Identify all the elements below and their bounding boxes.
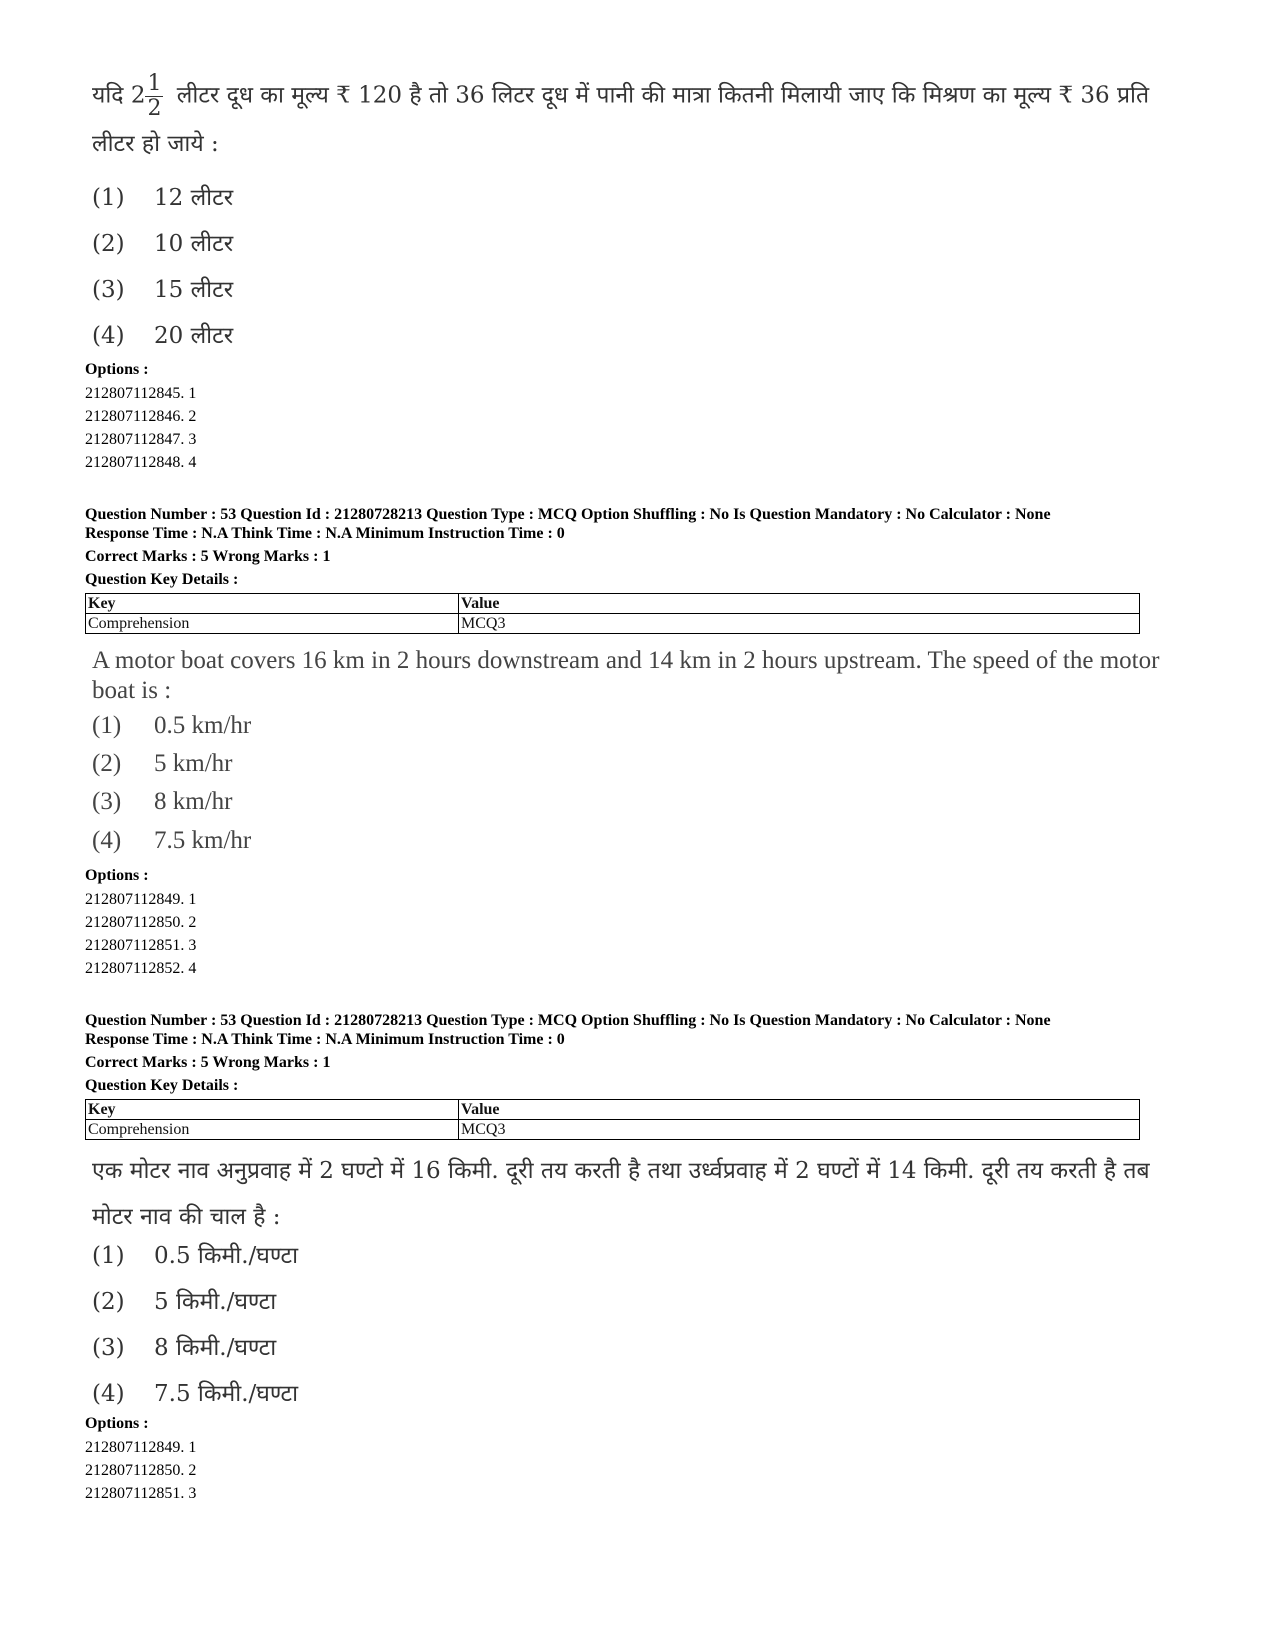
choice-1 [92, 180, 233, 212]
choice-number: (1) [92, 712, 122, 739]
choice-number: (1) [92, 1243, 125, 1269]
table-cell-value: MCQ3 [459, 1120, 1140, 1140]
option-id: 212807112849. 1 [85, 891, 197, 908]
option-id: 212807112848. 4 [85, 454, 197, 471]
marks-line: Correct Marks : 5 Wrong Marks : 1 [85, 1054, 331, 1071]
choice-1 [92, 1238, 298, 1270]
choice-text: 12 लीटर [154, 185, 234, 211]
table-cell-key: Comprehension [86, 1120, 459, 1140]
table-row [86, 614, 1140, 634]
option-id: 212807112846. 2 [85, 408, 197, 425]
choice-text: 15 लीटर [154, 277, 234, 303]
table-header-row [86, 1100, 1140, 1120]
choice-text: 8 किमी./घण्टा [154, 1335, 277, 1361]
fraction-numerator: 1 [147, 71, 162, 96]
choice-number: (2) [92, 231, 125, 257]
option-id: 212807112849. 1 [85, 1439, 197, 1456]
choice-3 [92, 1330, 276, 1362]
choice-4 [92, 318, 233, 350]
choice-text: 8 km/hr [154, 788, 233, 815]
choice-number: (3) [92, 277, 125, 303]
question-text-english-boat: A motor boat covers 16 km in 2 hours downstream and 14 km in 2 hours upstream. The speed of the motor boat is : [92, 647, 1160, 704]
choice-number: (1) [92, 185, 125, 211]
choice-text: 0.5 किमी./घण्टा [154, 1243, 299, 1269]
key-details-label: Question Key Details : [85, 1077, 239, 1094]
choice-4 [92, 827, 251, 855]
choice-text: 7.5 km/hr [154, 827, 252, 854]
fraction [145, 72, 163, 121]
choice-number: (4) [92, 827, 122, 854]
choice-3 [92, 272, 233, 304]
key-details-label: Question Key Details : [85, 571, 239, 588]
table-header-row [86, 594, 1140, 614]
choice-2 [92, 226, 233, 258]
question-prefix: यदि 2 [92, 82, 146, 109]
choice-1 [92, 712, 251, 740]
options-label: Options : [85, 1415, 149, 1432]
fraction-denominator: 2 [147, 96, 162, 121]
table-cell-key: Comprehension [86, 614, 459, 634]
options-label: Options : [85, 867, 149, 884]
choice-number: (3) [92, 788, 122, 815]
choice-text: 20 लीटर [154, 323, 234, 349]
table-header-key: Key [86, 1100, 459, 1120]
table-row [86, 1120, 1140, 1140]
choice-text: 7.5 किमी./घण्टा [154, 1381, 299, 1407]
question-suffix: लीटर दूध का मूल्य ₹ 120 है तो 36 लिटर दूध में पानी की मात्रा कितनी मिलायी जाए कि मिश्रण का मूल्य ₹ 36 प्रति लीटर हो जाये : [92, 82, 1150, 157]
option-id: 212807112851. 3 [85, 1485, 197, 1502]
question-text-hindi-milk [92, 72, 1182, 167]
question-text-hindi-boat: एक मोटर नाव अनुप्रवाह में 2 घण्टो में 16 किमी. दूरी तय करती है तथा उर्ध्वप्रवाह में 2 घण्टों में 14 किमी. दूरी तय करती है तब मोटर नाव की चाल है : [92, 1158, 1150, 1230]
option-id: 212807112851. 3 [85, 937, 197, 954]
option-id: 212807112852. 4 [85, 960, 197, 977]
key-details-table [85, 1099, 1140, 1140]
choice-2 [92, 1284, 276, 1316]
table-cell-value: MCQ3 [459, 614, 1140, 634]
choice-text: 5 किमी./घण्टा [154, 1289, 277, 1315]
table-header-key: Key [86, 594, 459, 614]
choice-3 [92, 788, 232, 816]
choice-2 [92, 750, 232, 778]
option-id: 212807112850. 2 [85, 914, 197, 931]
marks-line: Correct Marks : 5 Wrong Marks : 1 [85, 548, 331, 565]
question-meta-line1: Question Number : 53 Question Id : 21280728213 Question Type : MCQ Option Shuffling : No Is Question Mandatory : No Calculator : None [85, 506, 1051, 523]
choice-text: 10 लीटर [154, 231, 234, 257]
choice-text: 5 km/hr [154, 750, 233, 777]
option-id: 212807112845. 1 [85, 385, 197, 402]
question-meta-line2: Response Time : N.A Think Time : N.A Minimum Instruction Time : 0 [85, 525, 565, 542]
choice-number: (3) [92, 1335, 125, 1361]
choice-4 [92, 1376, 298, 1408]
options-label: Options : [85, 361, 149, 378]
key-details-table [85, 593, 1140, 634]
question-meta-line1: Question Number : 53 Question Id : 21280728213 Question Type : MCQ Option Shuffling : No Is Question Mandatory : No Calculator : None [85, 1012, 1051, 1029]
choice-number: (2) [92, 750, 122, 777]
option-id: 212807112850. 2 [85, 1462, 197, 1479]
choice-number: (4) [92, 323, 125, 349]
question-meta-line2: Response Time : N.A Think Time : N.A Minimum Instruction Time : 0 [85, 1031, 565, 1048]
option-id: 212807112847. 3 [85, 431, 197, 448]
table-header-value: Value [459, 1100, 1140, 1120]
choice-text: 0.5 km/hr [154, 712, 252, 739]
choice-number: (2) [92, 1289, 125, 1315]
table-header-value: Value [459, 594, 1140, 614]
choice-number: (4) [92, 1381, 125, 1407]
